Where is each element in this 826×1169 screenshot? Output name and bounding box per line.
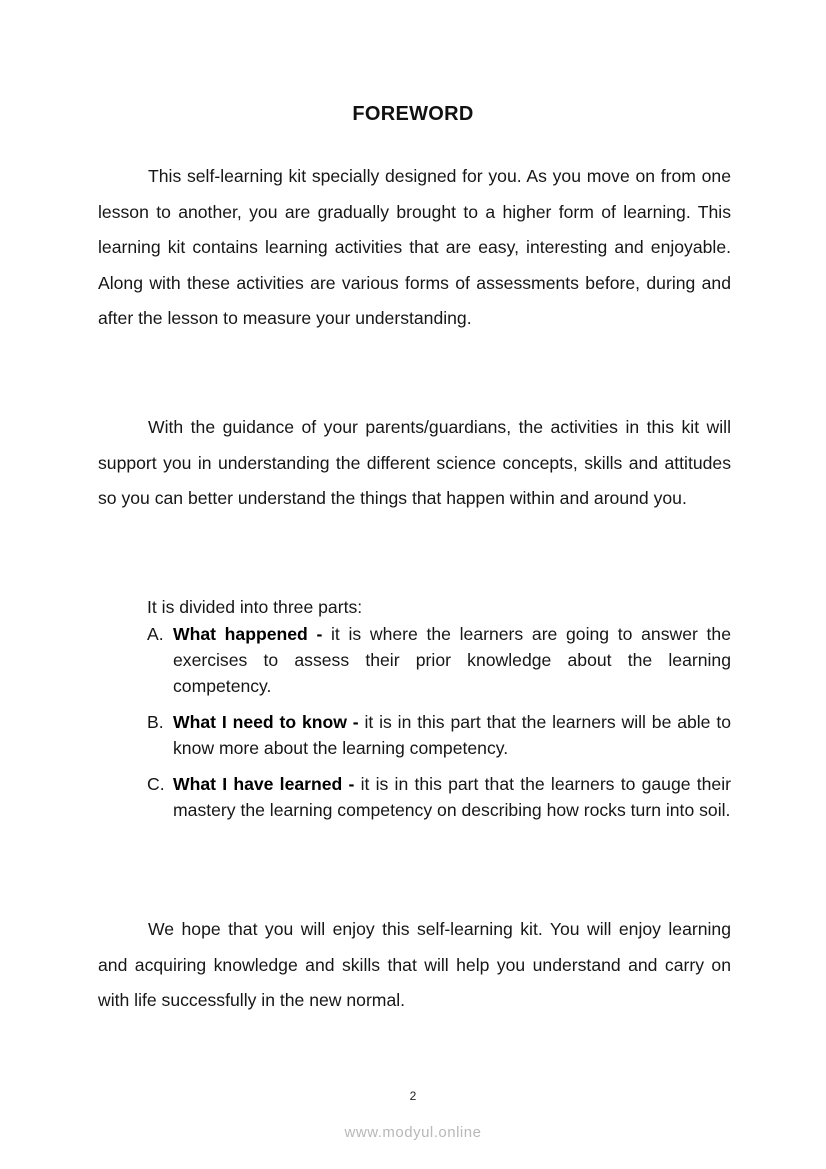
watermark: www.modyul.online [344,1124,482,1141]
parts-list [147,621,731,833]
list-desc: it is in this part that the learners to gauge their mastery the learning competency on describing how rocks turn into soil. [173,774,731,820]
list-letter: B. [147,712,164,732]
paragraph-guidance: With the guidance of your parents/guardians, the activities in this kit will support you in understanding the different science concepts, skills and attitudes so you can better understand the things that happen within and around you. [98,417,731,509]
list-letter: C. [147,774,165,794]
list-term: What happened - [173,624,323,644]
paragraph-closing: We hope that you will enjoy this self-learning kit. You will enjoy learning and acquiring knowledge and skills that will help you understand and carry on with life successfully in the new normal. [98,919,731,1011]
list-desc: it is in this part that the learners will be able to know more about the learning competency. [173,712,731,758]
list-term: What I need to know - [173,712,359,732]
list-item [147,709,731,761]
list-item [147,771,731,823]
list-term: What I have learned - [173,774,355,794]
list-item [147,621,731,699]
list-desc: it is where the learners are going to answer the exercises to assess their prior knowledge about the learning competency. [173,624,731,696]
paragraph-intro: This self-learning kit specially designed for you. As you move on from one lesson to another, you are gradually brought to a higher form of learning. This learning kit contains learning activities that are easy, interesting and enjoyable. Along with these activities are various forms of assessments before, during and after the lesson to measure your understanding. [98,166,731,329]
page-number: 2 [409,1089,417,1103]
list-letter: A. [147,624,164,644]
page-title: FOREWORD [352,103,474,125]
parts-intro: It is divided into three parts: [147,597,363,617]
